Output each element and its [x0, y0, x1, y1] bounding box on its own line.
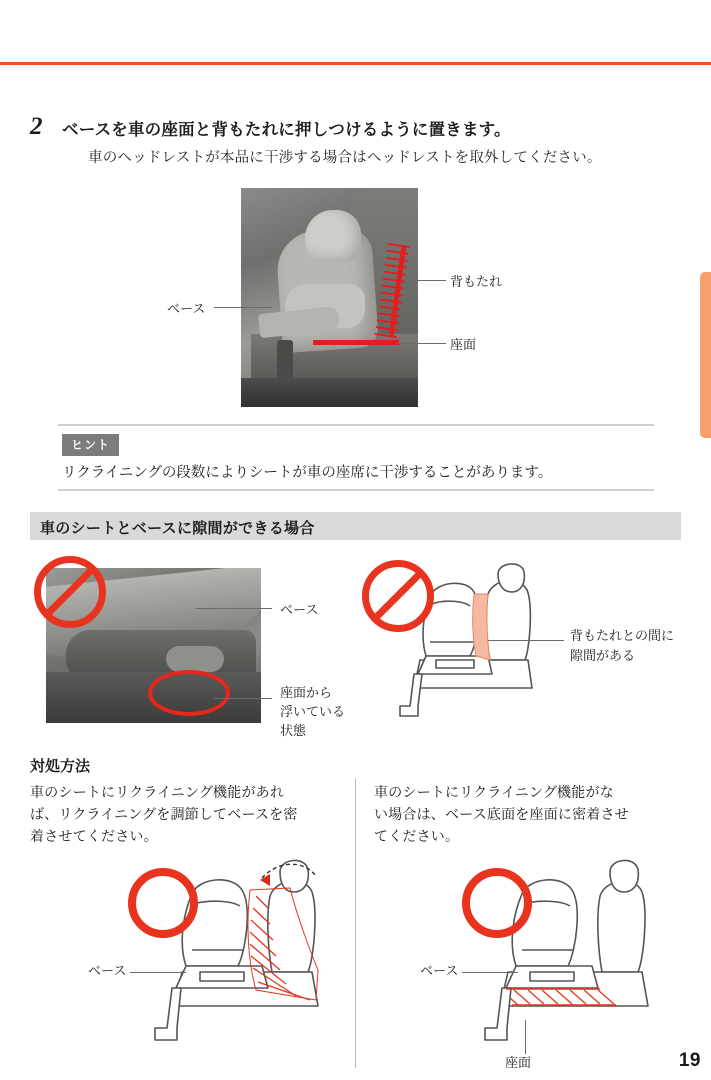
- label-ng-state-line3: 状態: [280, 723, 307, 738]
- label-base-main: ベース: [167, 301, 206, 316]
- leader-line-solution-right-seat: [525, 1020, 526, 1054]
- child-seat-headrest-shape: [305, 210, 361, 262]
- hint-text: リクライニングの段数によりシートが車の座席に干渉することがあります。: [62, 465, 553, 481]
- section-heading: 車のシートとベースに隙間ができる場合: [40, 520, 315, 537]
- hint-rule-top: [58, 424, 654, 426]
- label-solution-right-seat: 座面: [505, 1055, 532, 1070]
- leader-line-solution-left-base: [130, 972, 186, 973]
- label-ng-state-line2: 浮いている: [280, 704, 346, 719]
- leader-line-ng-state: [214, 698, 272, 699]
- leader-line-gap: [488, 640, 564, 641]
- measures-right-text-line2: い場合は、ベース底面を座面に密着させ: [374, 806, 629, 822]
- measures-right-text-line3: てください。: [374, 828, 460, 844]
- measures-heading: 対処方法: [30, 758, 91, 775]
- recommended-icon-right: [462, 868, 532, 938]
- leader-line-ng-base: [196, 608, 272, 609]
- car-floor-shape: [241, 378, 418, 407]
- column-divider: [355, 778, 356, 1068]
- label-seat-surface-main: 座面: [450, 337, 477, 352]
- measures-left-text-line1: 車のシートにリクライニング機能があれ: [30, 784, 285, 800]
- gap-highlight-ellipse: [148, 670, 230, 716]
- contact-marker-horizontal: [313, 340, 399, 345]
- step-number: 2: [30, 113, 43, 140]
- header-rule: [0, 62, 711, 65]
- main-installation-photo: [241, 188, 418, 407]
- leader-line-seat-surface: [396, 343, 446, 344]
- label-ng-state-line1: 座面から: [280, 685, 333, 700]
- hint-rule-bottom: [58, 489, 654, 491]
- page-side-tab: [700, 272, 711, 438]
- hint-badge: ヒント: [62, 434, 119, 456]
- label-gap-line2: 隙間がある: [570, 648, 636, 663]
- recommended-icon-left: [128, 868, 198, 938]
- measures-left-text-line2: ば、リクライニングを調節してベースを密: [30, 806, 298, 822]
- step-subtitle: 車のヘッドレストが本品に干渉する場合はヘッドレストを取外してください。: [88, 150, 602, 166]
- page-number: 19: [678, 1050, 701, 1071]
- label-gap-line1: 背もたれとの間に: [570, 628, 675, 643]
- leader-line-solution-right-base: [462, 972, 518, 973]
- measures-right-text-line1: 車のシートにリクライニング機能がな: [374, 784, 614, 800]
- label-solution-right-base: ベース: [420, 963, 459, 978]
- step-title: ベースを車の座面と背もたれに押しつけるように置きます。: [62, 121, 511, 139]
- label-seatback-main: 背もたれ: [450, 274, 503, 289]
- label-solution-left-base: ベース: [88, 963, 127, 978]
- photo-shape-base-edge: [166, 646, 224, 672]
- measures-left-text-line3: 着させてください。: [30, 828, 158, 844]
- label-ng-base: ベース: [280, 602, 319, 617]
- leader-line-seatback: [410, 280, 446, 281]
- leader-line-base: [214, 307, 272, 308]
